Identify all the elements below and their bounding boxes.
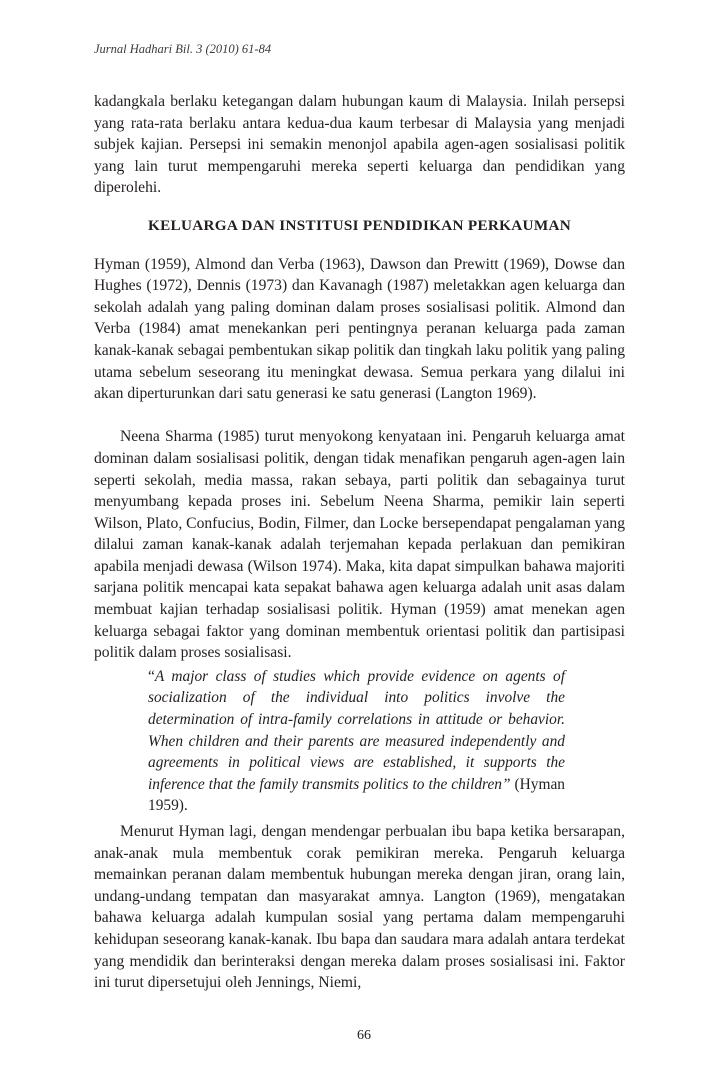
quote-citation: (Hyman 1959). bbox=[148, 775, 565, 815]
page-number: 66 bbox=[357, 1028, 371, 1043]
block-quote bbox=[148, 666, 565, 817]
quote-open-mark: “ bbox=[148, 667, 155, 685]
paragraph-neena-sharma: Neena Sharma (1985) turut menyokong kenyataan ini. Pengaruh keluarga amat dominan dalam sosialisasi politik, dengan tidak menafikan pengaruh agen-agen lain seperti sekolah, media massa, rakan sebaya, parti politik dan sebagainya turut menyumbang kepada proses ini. Sebelum Neena Sharma, pemikir lain seperti Wilson, Plato, Confucius, Bodin, Filmer, dan Locke bersependapat pengalaman yang dilalui zaman kanak-kanak adalah terjemahan kepada perlakuan dan pemikiran apabila menjadi dewasa (Wilson 1974). Maka, kita dapat simpulkan bahawa majoriti sarjana politik mencapai kata sepakat bahawa agen keluarga adalah unit asas dalam membuat kajian terhadap sosialisasi politik. Hyman (1959) amat menekan agen keluarga sebagai faktor yang dominan membentuk orientasi politik dan partisipasi politik dalam proses sosialisasi. bbox=[94, 428, 625, 662]
paragraph-gap bbox=[94, 405, 625, 427]
paragraph-intro: kadangkala berlaku ketegangan dalam hubungan kaum di Malaysia. Inilah persepsi yang rata-rata berlaku antara kedua-dua kaum terbesar di Malaysia yang menjadi subjek kajian. Persepsi ini semakin menonjol apabila agen-agen sosialisasi politik yang lain turut mempengaruhi mereka seperti keluarga dan pendidikan yang diperolehi. bbox=[94, 93, 625, 197]
paragraph-hyman: Menurut Hyman lagi, dengan mendengar perbualan ibu bapa ketika bersarapan, anak-anak mula membentuk corak pemikiran mereka. Pengaruh keluarga memainkan peranan dalam membentuk hubungan mereka dengan jiran, orang lain, undang-undang tempatan dan masyarakat amnya. Langton (1969), mengatakan bahawa keluarga adalah kumpulan sosial yang pertama dalam mempengaruhi kehidupan seseorang kanak-kanak. Ibu bapa dan saudara mara adalah antara terdekat yang mendidik dan berinteraksi dengan mereka dalam proses sosialisasi ini. Faktor ini turut dipersetujui oleh Jennings, Niemi, bbox=[94, 823, 625, 992]
quote-text: A major class of studies which provide evidence on agents of socialization of the individual into politics involve the determination of intra-family correlations in attitude or behavior. When children and their parents are measured independently and agreements in political views are established, it supports the inference that the family transmits politics to the children” bbox=[148, 667, 565, 793]
paragraph-literature: Hyman (1959), Almond dan Verba (1963), Dawson dan Prewitt (1969), Dowse dan Hughes (1972), Dennis (1973) dan Kavanagh (1987) meletakkan agen keluarga dan sekolah adalah yang paling dominan dalam proses sosialisasi politik. Almond dan Verba (1984) amat menekankan peri pentingnya peranan keluarga pada zaman kanak-kanak sebagai pembentukan sikap politik dan tingkah laku politik yang paling utama sebelum seseorang itu meningkat dewasa. Semua perkara yang dilalui ini akan diperturunkan dari satu generasi ke satu generasi (Langton 1969). bbox=[94, 255, 625, 403]
body-text bbox=[94, 91, 625, 994]
running-head: Jurnal Hadhari Bil. 3 (2010) 61-84 bbox=[94, 42, 272, 56]
section-heading: KELUARGA DAN INSTITUSI PENDIDIKAN PERKAUMAN bbox=[147, 216, 571, 234]
